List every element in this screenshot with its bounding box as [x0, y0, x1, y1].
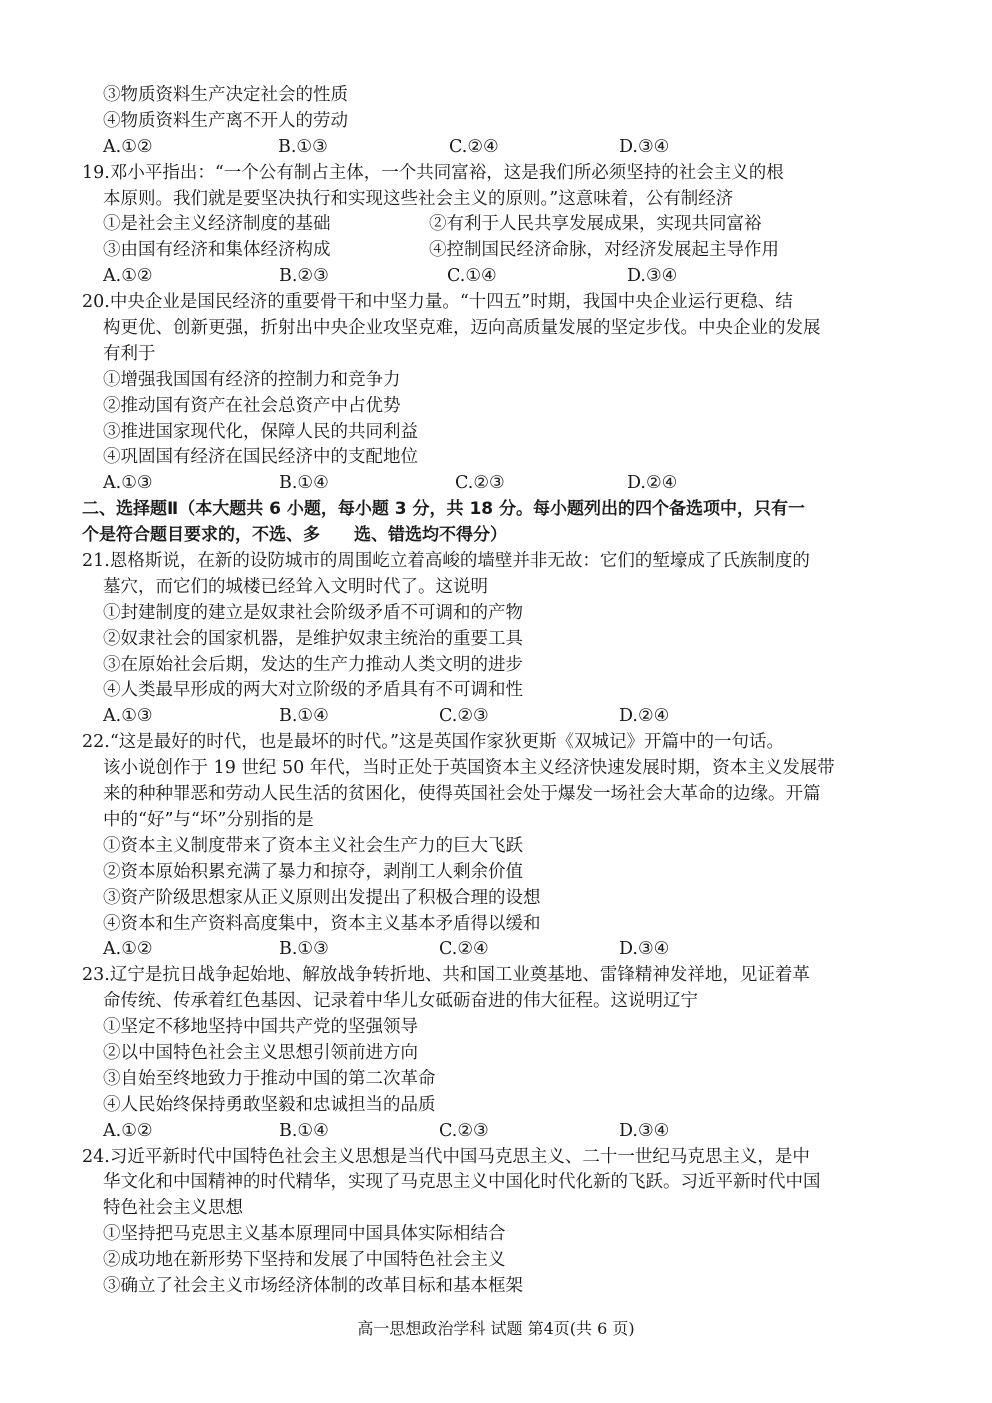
question-20 [82, 290, 914, 497]
question-19 [82, 161, 914, 290]
choice-d: D.③④ [619, 1120, 670, 1141]
choice-a: A.①③ [103, 473, 153, 494]
option-4: ④人类最早形成的两大对立阶级的矛盾具有不可调和性 [103, 680, 523, 701]
answer-choices [82, 937, 914, 963]
answer-choices [82, 704, 914, 730]
answer-choices [82, 1119, 914, 1145]
option-2: ②有利于人民共享发展成果，实现共同富裕 [429, 214, 762, 235]
question-stem: 22.“这是最好的时代，也是最坏的时代。”这是英国作家狄更斯《双城记》开篇中的一句话。 [82, 732, 784, 753]
choice-c: C.①④ [447, 266, 497, 287]
option-3: ③由国有经济和集体经济构成 [103, 240, 331, 261]
question-stem: 23.辽宁是抗日战争起始地、解放战争转折地、共和国工业奠基地、雷锋精神发祥地，见证着革 [82, 965, 810, 986]
option-1: ①封建制度的建立是奴隶社会阶级矛盾不可调和的产物 [103, 602, 523, 623]
question-stem: 命传统、传承着红色基因、记录着中华儿女砥砺奋进的伟大征程。这说明辽宁 [103, 991, 698, 1012]
question-18-tail [82, 83, 914, 161]
choice-d: D.②④ [627, 473, 678, 494]
option-2: ②奴隶社会的国家机器，是维护奴隶主统治的重要工具 [103, 628, 523, 649]
question-stem: 21.恩格斯说，在新的设防城市的周围屹立着高峻的墙壁并非无故：它们的堑壕成了氏族制度的 [82, 551, 810, 572]
question-stem: 有利于 [103, 343, 156, 364]
choice-c: C.②③ [439, 1120, 489, 1141]
question-stem: 本原则。我们就是要坚决执行和实现这些社会主义的原则。”这意味着，公有制经济 [103, 188, 734, 209]
option-1: ①坚定不移地坚持中国共产党的坚强领导 [103, 1017, 418, 1038]
choice-d: D.③④ [627, 266, 678, 287]
section-heading-line: 二、选择题Ⅱ（本大题共 6 小题，每小题 3 分，共 18 分。每小题列出的四个备选项中，只有一 [82, 499, 806, 520]
option-2: ②以中国特色社会主义思想引领前进方向 [103, 1042, 418, 1063]
choice-b: B.①③ [279, 939, 329, 960]
question-22 [82, 730, 914, 963]
question-stem: 构更优、创新更强，折射出中央企业攻坚克难，迈向高质量发展的坚定步伐。中央企业的发展 [103, 318, 821, 339]
option-4: ④资本和生产资料高度集中，资本主义基本矛盾得以缓和 [103, 913, 541, 934]
choice-b: B.①④ [279, 473, 329, 494]
question-23 [82, 963, 914, 1144]
section-2-heading [82, 497, 914, 549]
question-stem: 华文化和中国精神的时代精华，实现了马克思主义中国化时代化新的飞跃。习近平新时代中国 [103, 1172, 821, 1193]
choice-b: B.①④ [279, 706, 329, 727]
choice-b: B.②③ [279, 266, 329, 287]
choice-a: A.①② [103, 939, 153, 960]
question-stem: 19.邓小平指出：“一个公有制占主体，一个共同富裕，这是我们所必须坚持的社会主义的根 [82, 162, 784, 183]
choice-c: C.②④ [449, 136, 499, 157]
option-1: ①资本主义制度带来了资本主义社会生产力的巨大飞跃 [103, 835, 523, 856]
question-21 [82, 549, 914, 730]
choice-d: D.③④ [619, 939, 670, 960]
question-stem: 中的“好”与“坏”分别指的是 [103, 809, 314, 830]
choice-b: B.①④ [279, 1120, 329, 1141]
option-row [82, 212, 914, 238]
option-2: ②成功地在新形势下坚持和发展了中国特色社会主义 [103, 1250, 506, 1271]
question-24 [82, 1145, 914, 1300]
answer-choices [82, 135, 914, 161]
option-3: ③自始至终地致力于推动中国的第二次革命 [103, 1068, 436, 1089]
option-3: ③推进国家现代化，保障人民的共同利益 [103, 421, 418, 442]
option-3: ③资产阶级思想家从正义原则出发提出了积极合理的设想 [103, 887, 541, 908]
choice-a: A.①② [103, 136, 153, 157]
option-2: ②资本原始积累充满了暴力和掠夺，剥削工人剩余价值 [103, 861, 523, 882]
choice-d: D.②④ [619, 706, 670, 727]
choice-c: C.②③ [455, 473, 505, 494]
choice-a: A.①③ [103, 706, 153, 727]
choice-a: A.①② [103, 1120, 153, 1141]
choice-c: C.②③ [439, 706, 489, 727]
question-stem: 24.习近平新时代中国特色社会主义思想是当代中国马克思主义、二十一世纪马克思主义，是中 [82, 1146, 810, 1167]
option-4: ④控制国民经济命脉，对经济发展起主导作用 [429, 240, 779, 261]
question-stem: 20.中央企业是国民经济的重要骨干和中坚力量。“十四五”时期，我国中央企业运行更稳、结 [82, 292, 793, 313]
option-3: ③确立了社会主义市场经济体制的改革目标和基本框架 [103, 1275, 523, 1296]
option-3: ③物质资料生产决定社会的性质 [103, 85, 348, 105]
choice-b: B.①③ [278, 136, 328, 157]
question-stem: 特色社会主义思想 [103, 1198, 243, 1219]
answer-choices [82, 264, 914, 290]
option-4: ④巩固国有经济在国民经济中的支配地位 [103, 447, 418, 468]
exam-content [82, 83, 914, 1300]
choice-a: A.①② [103, 266, 153, 287]
option-2: ②推动国有资产在社会总资产中占优势 [103, 395, 401, 416]
option-row [82, 238, 914, 264]
answer-choices [82, 471, 914, 497]
choice-d: D.③④ [619, 136, 670, 157]
option-4: ④人民始终保持勇敢坚毅和忠诚担当的品质 [103, 1094, 436, 1115]
option-4: ④物质资料生产离不开人的劳动 [103, 110, 348, 131]
question-stem: 该小说创作于 19 世纪 50 年代，当时正处于英国资本主义经济快速发展时期，资本主义发展带 [103, 758, 835, 779]
section-heading-line: 个是符合题目要求的，不选、多 选、错选均不得分） [82, 525, 507, 546]
question-stem: 墓穴，而它们的城楼已经耸入文明时代了。这说明 [103, 576, 488, 597]
question-stem: 来的种种罪恶和劳动人民生活的贫困化，使得英国社会处于爆发一场社会大革命的边缘。开篇 [103, 784, 821, 805]
option-1: ①增强我国国有经济的控制力和竞争力 [103, 369, 401, 390]
option-1: ①是社会主义经济制度的基础 [103, 214, 331, 235]
option-3: ③在原始社会后期，发达的生产力推动人类文明的进步 [103, 654, 523, 675]
option-1: ①坚持把马克思主义基本原理同中国具体实际相结合 [103, 1224, 506, 1245]
page-footer: 高一思想政治学科 试题 第4页(共 6 页) [357, 1319, 635, 1338]
choice-c: C.②④ [439, 939, 489, 960]
